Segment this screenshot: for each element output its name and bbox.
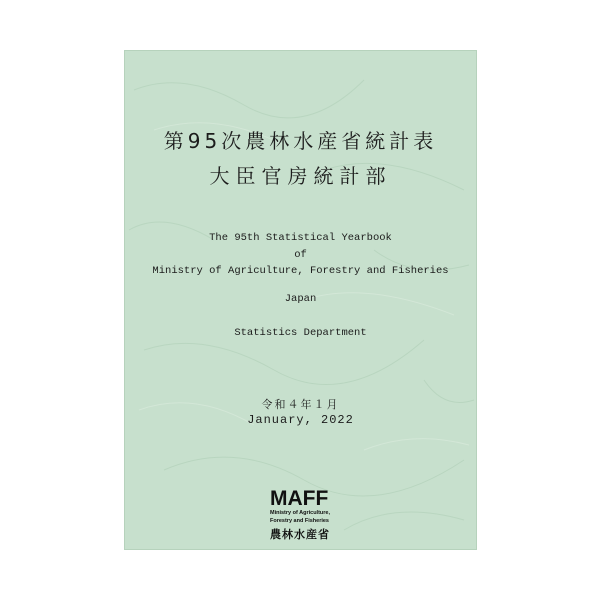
logo-subtitle-line1: Ministry of Agriculture,	[270, 510, 330, 516]
title-english-line1: The 95th Statistical Yearbook	[209, 232, 392, 244]
date-japanese: 令和４年１月	[261, 398, 340, 411]
department-english: Statistics Department	[234, 327, 367, 339]
maff-logo	[270, 489, 350, 542]
department-japanese: 大臣官房統計部	[209, 164, 392, 188]
logo-ministry-name: 農林水産省	[270, 528, 330, 541]
logo-acronym: MAFF	[270, 487, 329, 510]
title-japanese: 第95次農林水産省統計表	[163, 129, 438, 153]
country: Japan	[284, 293, 317, 305]
date-english: January, 2022	[247, 413, 354, 427]
logo-subtitle-line2: Forestry and Fisheries	[270, 517, 329, 524]
book-cover	[124, 50, 477, 550]
title-english-line2: of	[294, 249, 307, 261]
title-english-line3: Ministry of Agriculture, Forestry and Fisheries	[152, 265, 449, 277]
